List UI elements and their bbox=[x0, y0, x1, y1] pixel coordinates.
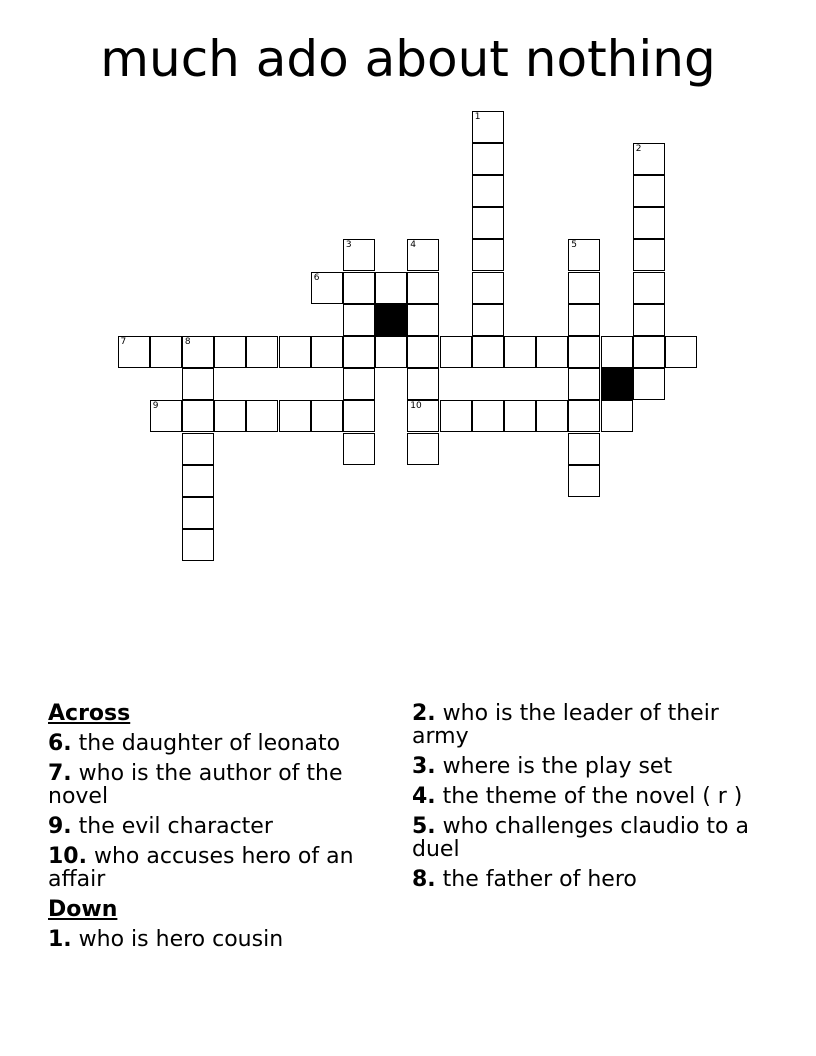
clue-across-9 bbox=[48, 815, 398, 838]
grid-cell[interactable] bbox=[504, 400, 536, 432]
clue-number-label: 5 bbox=[571, 240, 578, 251]
across-heading: Across bbox=[48, 701, 131, 726]
grid-cell[interactable] bbox=[568, 465, 600, 497]
grid-cell[interactable] bbox=[568, 272, 600, 304]
grid-cell[interactable] bbox=[214, 336, 246, 368]
grid-cell[interactable] bbox=[246, 400, 278, 432]
clue-number-label: 2 bbox=[635, 143, 642, 154]
clue-down-8 bbox=[412, 868, 762, 891]
clue-number: 3. bbox=[412, 754, 436, 779]
grid-cell[interactable] bbox=[150, 336, 182, 368]
clues-right-column bbox=[412, 702, 762, 898]
clue-number: 6. bbox=[48, 731, 72, 756]
grid-cell[interactable] bbox=[279, 400, 311, 432]
grid-cell[interactable] bbox=[472, 175, 504, 207]
grid-cell[interactable] bbox=[472, 400, 504, 432]
grid-cell[interactable] bbox=[343, 336, 375, 368]
grid-cell[interactable] bbox=[633, 368, 665, 400]
clue-down-3 bbox=[412, 755, 762, 778]
grid-cell[interactable] bbox=[118, 336, 150, 368]
grid-cell[interactable] bbox=[343, 368, 375, 400]
grid-cell[interactable] bbox=[536, 400, 568, 432]
grid-cell[interactable] bbox=[407, 433, 439, 465]
grid-cell[interactable] bbox=[182, 400, 214, 432]
grid-cell[interactable] bbox=[568, 433, 600, 465]
clue-number: 1. bbox=[48, 927, 72, 952]
grid-cell[interactable] bbox=[504, 336, 536, 368]
grid-cell[interactable] bbox=[633, 143, 665, 175]
grid-cell[interactable] bbox=[311, 400, 343, 432]
grid-cell[interactable] bbox=[343, 433, 375, 465]
clue-down-2 bbox=[412, 702, 762, 748]
grid-cell[interactable] bbox=[182, 497, 214, 529]
grid-cell[interactable] bbox=[440, 336, 472, 368]
clue-text: who accuses hero of an affair bbox=[48, 844, 354, 892]
grid-cell[interactable] bbox=[214, 400, 246, 432]
clue-text: the theme of the novel ( r ) bbox=[442, 784, 743, 809]
grid-cell[interactable] bbox=[182, 465, 214, 497]
clue-text: who is the author of the novel bbox=[48, 761, 343, 809]
grid-cell[interactable] bbox=[665, 336, 697, 368]
blocked-cell bbox=[375, 304, 407, 336]
grid-cell[interactable] bbox=[633, 207, 665, 239]
clue-text: the evil character bbox=[78, 814, 273, 839]
clue-text: the father of hero bbox=[442, 867, 637, 892]
clue-number: 9. bbox=[48, 814, 72, 839]
clue-number-label: 3 bbox=[345, 240, 352, 251]
clue-number: 4. bbox=[412, 784, 436, 809]
grid-cell[interactable] bbox=[633, 304, 665, 336]
grid-cell[interactable] bbox=[568, 400, 600, 432]
grid-cell[interactable] bbox=[182, 433, 214, 465]
clue-number-label: 1 bbox=[474, 111, 481, 122]
grid-cell[interactable] bbox=[343, 239, 375, 271]
grid-cell[interactable] bbox=[182, 368, 214, 400]
grid-cell[interactable] bbox=[407, 368, 439, 400]
grid-cell[interactable] bbox=[407, 304, 439, 336]
grid-cell[interactable] bbox=[407, 400, 439, 432]
grid-cell[interactable] bbox=[601, 400, 633, 432]
grid-cell[interactable] bbox=[182, 529, 214, 561]
clue-across-10 bbox=[48, 845, 398, 891]
clue-down-4 bbox=[412, 785, 762, 808]
grid-cell[interactable] bbox=[343, 304, 375, 336]
clue-number: 10. bbox=[48, 844, 87, 869]
grid-cell[interactable] bbox=[633, 175, 665, 207]
clue-number-label: 9 bbox=[152, 401, 159, 412]
clue-number: 8. bbox=[412, 867, 436, 892]
grid-cell[interactable] bbox=[568, 304, 600, 336]
grid-cell[interactable] bbox=[568, 239, 600, 271]
clue-down-1 bbox=[48, 928, 398, 951]
clue-text: who challenges claudio to a duel bbox=[412, 814, 749, 862]
grid-cell[interactable] bbox=[472, 304, 504, 336]
grid-cell[interactable] bbox=[568, 336, 600, 368]
grid-cell[interactable] bbox=[601, 336, 633, 368]
grid-cell[interactable] bbox=[407, 336, 439, 368]
grid-cell[interactable] bbox=[311, 336, 343, 368]
clue-text: where is the play set bbox=[442, 754, 673, 779]
down-heading: Down bbox=[48, 897, 118, 922]
grid-cell[interactable] bbox=[472, 111, 504, 143]
clues-left-column bbox=[48, 702, 398, 958]
grid-cell[interactable] bbox=[440, 400, 472, 432]
clue-text: who is hero cousin bbox=[78, 927, 284, 952]
grid-cell[interactable] bbox=[375, 272, 407, 304]
grid-cell[interactable] bbox=[633, 272, 665, 304]
grid-cell[interactable] bbox=[375, 336, 407, 368]
grid-cell[interactable] bbox=[343, 400, 375, 432]
grid-cell[interactable] bbox=[472, 336, 504, 368]
clue-number: 2. bbox=[412, 701, 436, 726]
grid-cell[interactable] bbox=[311, 272, 343, 304]
clue-number-label: 8 bbox=[184, 336, 191, 347]
grid-cell[interactable] bbox=[246, 336, 278, 368]
clue-number-label: 6 bbox=[313, 272, 320, 283]
grid-cell[interactable] bbox=[633, 336, 665, 368]
grid-cell[interactable] bbox=[343, 272, 375, 304]
clue-number-label: 4 bbox=[410, 240, 417, 251]
clue-text: who is the leader of their army bbox=[412, 701, 719, 749]
clue-number: 7. bbox=[48, 761, 72, 786]
grid-cell[interactable] bbox=[182, 336, 214, 368]
puzzle-title: much ado about nothing bbox=[100, 30, 716, 88]
clue-across-6 bbox=[48, 732, 398, 755]
grid-cell[interactable] bbox=[407, 272, 439, 304]
grid-cell[interactable] bbox=[633, 239, 665, 271]
clue-text: the daughter of leonato bbox=[78, 731, 341, 756]
clue-down-5 bbox=[412, 815, 762, 861]
grid-cell[interactable] bbox=[472, 239, 504, 271]
grid-cell[interactable] bbox=[472, 207, 504, 239]
grid-cell[interactable] bbox=[150, 400, 182, 432]
grid-cell[interactable] bbox=[279, 336, 311, 368]
clue-number: 5. bbox=[412, 814, 436, 839]
clue-number-label: 10 bbox=[410, 401, 422, 412]
grid-cell[interactable] bbox=[472, 272, 504, 304]
grid-cell[interactable] bbox=[536, 336, 568, 368]
grid-cell[interactable] bbox=[407, 239, 439, 271]
clue-across-7 bbox=[48, 762, 398, 808]
clue-number-label: 7 bbox=[120, 336, 127, 347]
grid-cell[interactable] bbox=[472, 143, 504, 175]
blocked-cell bbox=[601, 368, 633, 400]
grid-cell[interactable] bbox=[568, 368, 600, 400]
